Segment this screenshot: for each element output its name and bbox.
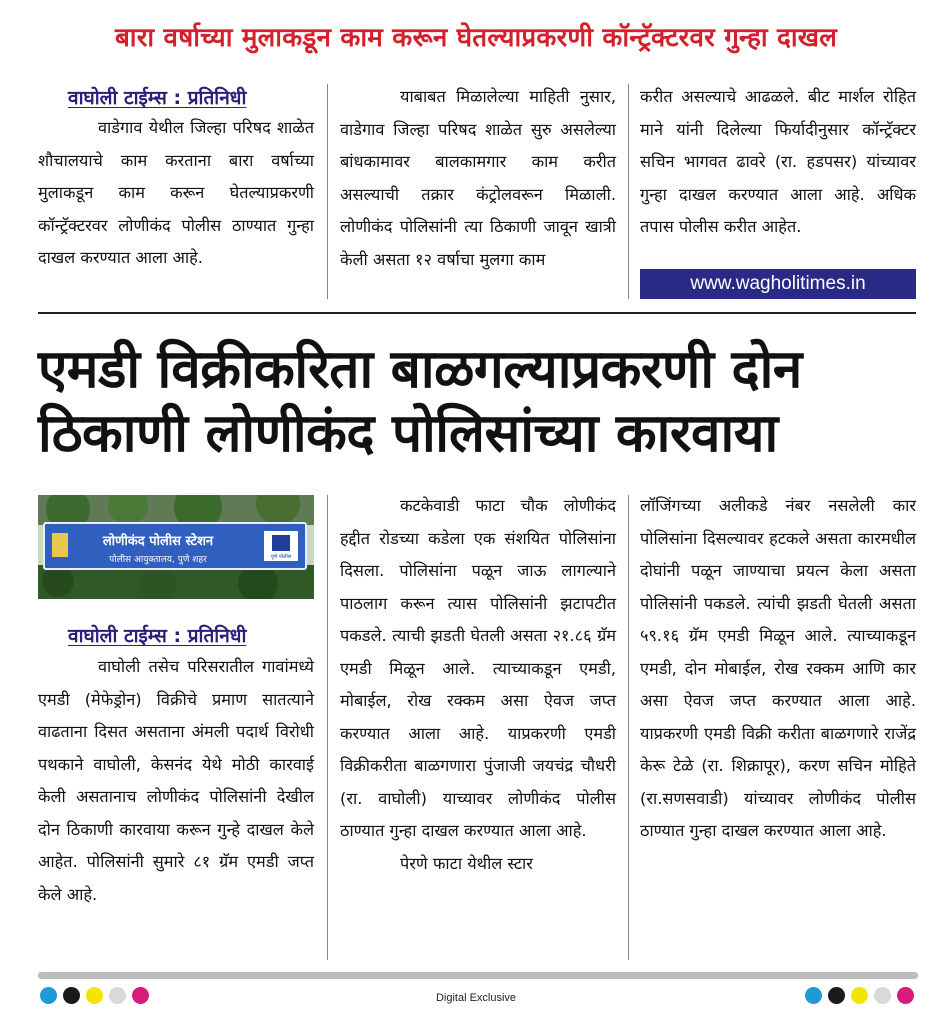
article2-column-3 (640, 490, 916, 848)
article2-col1-text: वाघोली तसेच परिसरातील गावांमध्ये एमडी (मेफेड्रोन) विक्रीचे प्रमाण सातत्याने वाढताना दिसत असताना अंमली पदार्थ विरोधी पथकाने वाघोली, केसनंद येथे मोठी कारवाई केली असतानाच लोणीकंद पोलिसांनी देखील दोन ठिकाणी कारवाया करून गुन्हे दाखल केले आहेत. पोलिसांनी सुमारे ८१ ग्रॅम एमडी जप्त केले आहे. (38, 657, 314, 904)
sign-title: लोणीकंद पोलीस स्टेशन (102, 534, 214, 549)
footer-label: Digital Exclusive (435, 992, 517, 1004)
registration-dot (897, 987, 914, 1004)
sign-side-label: पुणे पोलीस (270, 554, 292, 560)
article1-col3-text: करीत असल्याचे आढळले. बीट मार्शल रोहित माने यांनी दिलेल्या फिर्यादीनुसार कॉन्ट्रॅक्टर सचिन भागवत ढावरे (रा. हडपसर) यांच्यावर गुन्हा दाखल करण्यात आला आहे. अधिक तपास पोलीस करीत आहेत. (640, 87, 916, 236)
article1-column-1 (38, 84, 314, 275)
article2-column-1 (38, 621, 314, 911)
column-rule (628, 495, 629, 960)
article2-col2-paragraph-2: पेरणे फाटा येथील स्टार (400, 853, 533, 873)
column-rule (327, 495, 328, 960)
article2-col2-paragraph-1: कटकेवाडी फाटा चौक लोणीकंद हद्दीत रोडच्या कडेला एक संशयित पोलिसांना दिसला. पोलिसांना पळून जाऊ लागल्याने पाठलाग करून त्यास पोलिसांनी झटापटीत पकडले. त्याची झडती घेतली असता २१.८६ ग्रॅम एमडी मिळून आले. त्याच्याकडून एमडी, मोबाईल, रोख रक्कम असा ऐवज जप्त करण्यात आला आहे. याप्रकरणी एमडी विक्रीकरीता बाळगणारा पुंजाजी जयचंद्र चौधरी (रा. वाघोली) याच्यावर लोणीकंद पोलीस ठाण्यात गुन्हा दाखल करण्यात आला आहे. (340, 496, 616, 840)
article1-byline: वाघोली टाईम्स : प्रतिनिधी (68, 87, 247, 109)
article1-col2-text: याबाबत मिळालेल्या माहिती नुसार, वाडेगाव जिल्हा परिषद शाळेत सुरु असलेल्या बांधकामावर बालकामगार काम करीत असल्याची तक्रार कंट्रोलवरून मिळाली. लोणीकंद पोलिसांनी त्या ठिकाणी जावून खात्री केली असता १२ वर्षाचा मुलगा काम (340, 87, 616, 269)
article2-column-2 (340, 490, 616, 880)
article1-headline: बारा वर्षाच्या मुलाकडून काम करून घेतल्याप्रकरणी कॉन्ट्रॅक्टरवर गुन्हा दाखल (114, 23, 838, 53)
article1-column-3 (640, 81, 916, 244)
article1-column-2 (340, 81, 616, 276)
column-rule (628, 84, 629, 299)
article1-col1-text: वाडेगाव येथील जिल्हा परिषद शाळेत शौचालयाचे काम करताना बारा वर्षाच्या मुलाकडून काम करून घेतल्याप्रकरणी कॉन्ट्रॅक्टरवर लोणीकंद पोलीस ठाण्यात गुन्हा दाखल करण्यात आला आहे. (38, 118, 314, 267)
police-station-sign-image (38, 495, 314, 599)
registration-dot (851, 987, 868, 1004)
section-divider (38, 312, 916, 314)
registration-dot (828, 987, 845, 1004)
police-station-photo (38, 495, 314, 599)
article2-headline: एमडी विक्रीकरिता बाळगल्याप्रकरणी दोन ठिकाणी लोणीकंद पोलिसांच्या कारवाया (38, 339, 802, 464)
column-rule (327, 84, 328, 299)
sign-subtitle: पोलीस आयुक्तालय, पुणे शहर (109, 555, 207, 565)
registration-dot (874, 987, 891, 1004)
article2-col3-text: लॉजिंगच्या अलीकडे नंबर नसलेली कार पोलिसांना दिसल्यावर हटकले असता कारमधील दोघांनी पळून जाण्याचा प्रयत्न केला असता पोलिसांनी पकडले. त्यांची झडती घेतली असता ५९.१६ ग्रॅम एमडी मिळून आले. त्याच्याकडून एमडी, दोन मोबाईल, रोख रक्कम आणि कार असा ऐवज जप्त करण्यात आला आहे. याप्रकरणी एमडी विक्री करीता बाळगणारे राजेंद्र केरू टेळे (रा. शिक्रापूर), करण सचिन मोहिते (रा.सणसवाडी) यांच्यावर लोणीकंद पोलीस ठाण्यात गुन्हा दाखल करण्यात आला आहे. (640, 496, 916, 840)
article2-byline: वाघोली टाईम्स : प्रतिनिधी (68, 625, 247, 647)
registration-dot (805, 987, 822, 1004)
registration-marks-right (805, 987, 914, 1004)
website-link[interactable]: www.wagholitimes.in (640, 269, 916, 299)
bottom-bar (38, 972, 918, 979)
